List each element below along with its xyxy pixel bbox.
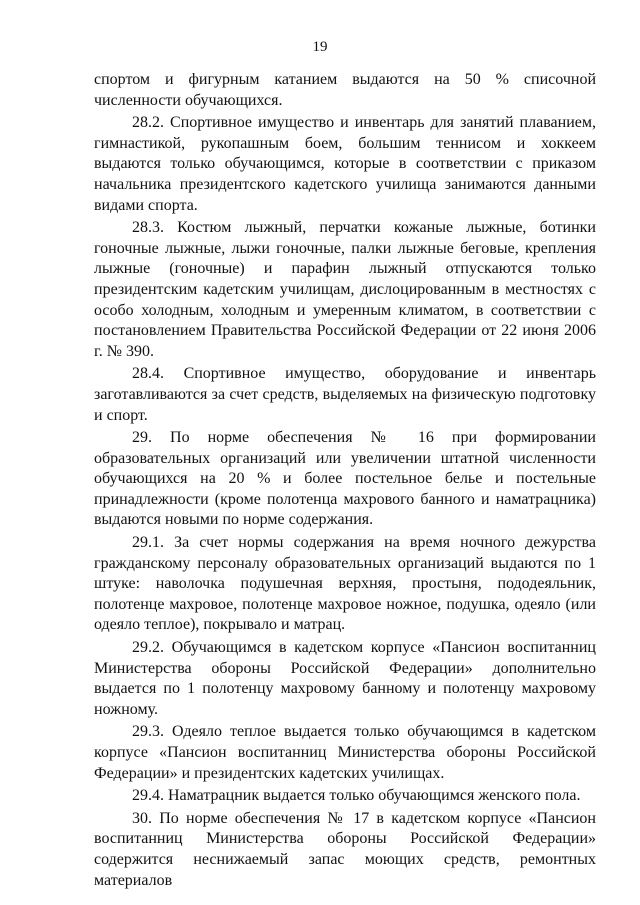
paragraph-continuation: спортом и фигурным катанием выдаются на 50 % списочной численности обучающихся. [94, 71, 596, 109]
paragraph-29-3: 29.3. Одеяло теплое выдается только обучающимся в кадетском корпусе «Пансион воспитанниц Министерства обороны Российской Федерации» и президентских кадетских училищах. [94, 723, 596, 782]
paragraph-29-2: 29.2. Обучающимся в кадетском корпусе «Пансион воспитанниц Министерства обороны Российской Федерации» дополнительно выдается по 1 полотенцу махровому банному и полотенцу махровому ножному. [94, 639, 596, 718]
paragraph-28-4: 28.4. Спортивное имущество, оборудование и инвентарь заготавливаются за счет средств, выделяемых на физическую подготовку и спорт. [94, 365, 596, 424]
paragraph-30: 30. По норме обеспечения № 17 в кадетском корпусе «Пансион воспитанниц Министерства обороны Российской Федерации» содержится неснижаемый запас моющих средств, ремонтных материалов [94, 809, 596, 889]
paragraph-28-2: 28.2. Спортивное имущество и инвентарь для занятий плаванием, гимнастикой, рукопашным боем, большим теннисом и хоккеем выдаются только обучающимся, которые в соответствии с приказом начальника президентского кадетского училища занимаются данными видами спорта. [94, 114, 596, 214]
paragraph-29-1: 29.1. За счет нормы содержания на время ночного дежурства гражданскому персоналу образовательных организаций выдаются по 1 штуке: наволочка подушечная верхняя, простыня, пододеяльник, полотенце махровое, полотенце махровое ножное, подушка, одеяло (или одеяло теплое), покрывало и матрац. [94, 534, 596, 634]
page-number: 19 [312, 39, 328, 55]
paragraph-28-3: 28.3. Костюм лыжный, перчатки кожаные лыжные, ботинки гоночные лыжные, лыжи гоночные, палки лыжные беговые, крепления лыжные (гоночные) и парафин лыжный отпускаются только президентским кадетским училищам, дислоцированным в местностях с особо холодным, холодным и умеренным климатом, в соответствии с постановлением Правительства Российской Федерации от 22 июня 2006 г. № 390. [94, 219, 596, 360]
paragraph-29-4: 29.4. Наматрацник выдается только обучающимся женского пола. [132, 787, 581, 805]
body-text [94, 70, 596, 893]
paragraph-29: 29. По норме обеспечения № 16 при формировании образовательных организаций или увеличении штатной численности обучающихся на 20 % и более постельное белье и постельные принадлежности (кроме полотенца махрового банного и наматрацника) выдаются новыми по норме содержания. [94, 429, 596, 529]
